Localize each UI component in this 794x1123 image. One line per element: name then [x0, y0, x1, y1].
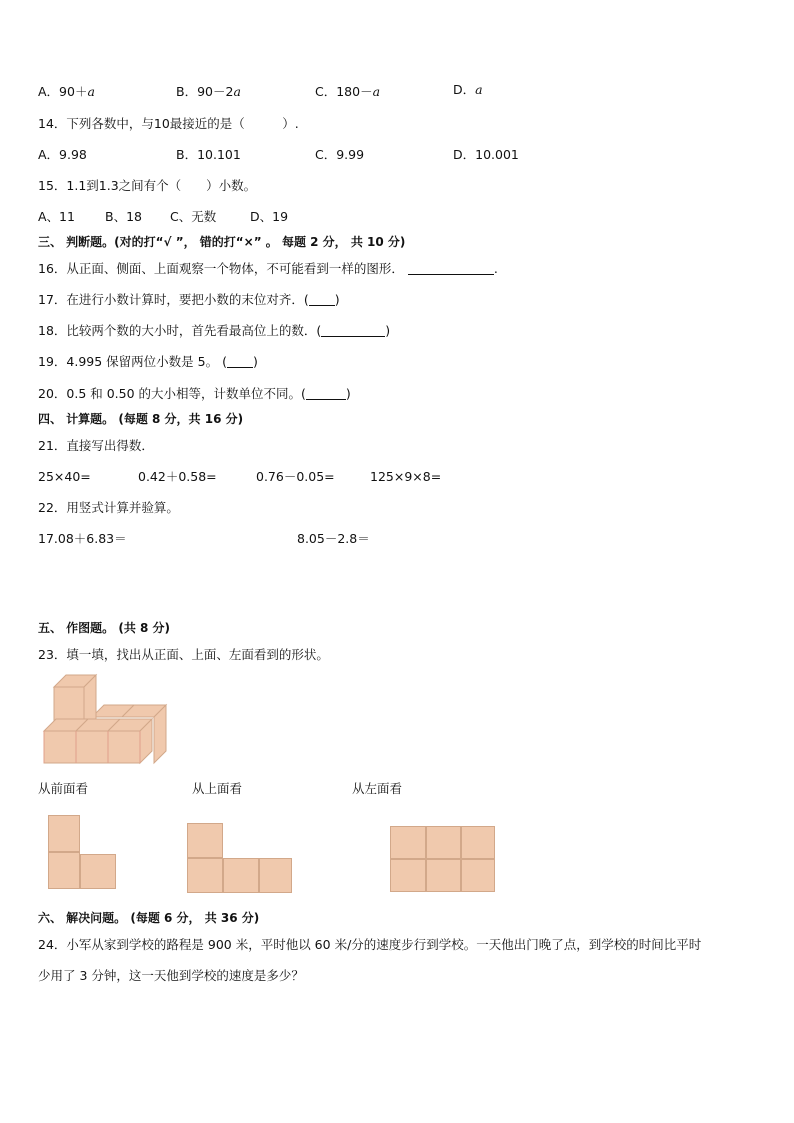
q21-item-3: 0.76－0.05=	[256, 469, 335, 484]
q14-option-c: C．9.99	[315, 147, 365, 162]
question-21: 21．直接写出得数．	[38, 438, 154, 453]
q15-option-d: D、19	[250, 209, 289, 224]
close-paren: )	[385, 323, 391, 338]
option-text: B．90－2	[176, 84, 234, 99]
answer-blank[interactable]	[408, 262, 494, 275]
question-text: 17．在进行小数计算时，要把小数的末位对齐．(	[38, 292, 309, 307]
q21-item-2: 0.42＋0.58=	[138, 469, 217, 484]
q14-option-a: A．9.98	[38, 147, 87, 162]
square-cell	[461, 859, 495, 892]
variable: a	[233, 84, 241, 99]
close-paren: )	[334, 292, 340, 307]
q15-option-a: A、11	[38, 209, 75, 224]
square-cell	[187, 823, 223, 858]
section-3-heading: 三、 判断题。(对的打“√ ”， 错的打“×” 。 每题 2 分， 共 10 分)	[38, 235, 406, 249]
q15-option-b: B、18	[105, 209, 142, 224]
square-cell	[223, 858, 259, 893]
answer-blank[interactable]	[306, 387, 346, 400]
square-cell	[426, 859, 461, 892]
view-label-top: 从上面看	[192, 781, 243, 796]
section-5-heading: 五、 作图题。 (共 8 分)	[38, 621, 171, 635]
view-label-front: 从前面看	[38, 781, 89, 796]
answer-blank[interactable]	[321, 324, 385, 337]
option-text: D．	[453, 82, 476, 97]
question-17	[38, 291, 340, 309]
section-6-heading: 六、 解决问题。 (每题 6 分， 共 36 分)	[38, 911, 260, 925]
square-cell	[461, 826, 495, 859]
question-24-line-2: 少用了 3 分钟，这一天他到学校的速度是多少？	[38, 968, 304, 983]
question-23: 23．填一填，找出从正面、上面、左面看到的形状。	[38, 647, 329, 662]
cube-figure	[40, 673, 180, 773]
question-22: 22．用竖式计算并验算。	[38, 500, 179, 515]
section-4-heading: 四、 计算题。 (每题 8 分，共 16 分)	[38, 412, 244, 426]
option-text: A．90＋	[38, 84, 88, 99]
close-paren: )	[252, 354, 258, 369]
square-cell	[48, 852, 80, 889]
period: .	[493, 261, 498, 276]
square-cell	[390, 859, 426, 892]
square-cell	[80, 854, 116, 889]
question-20	[38, 385, 351, 403]
variable: a	[372, 84, 381, 99]
question-text: 20．0.5 和 0.50 的大小相等，计数单位不同。(	[38, 386, 306, 401]
q13-option-d	[453, 81, 483, 99]
question-15: 15．1.1到1.3之间有个（ ）小数。	[38, 178, 257, 193]
close-paren: )	[345, 386, 351, 401]
q21-item-4: 125×9×8=	[370, 469, 442, 484]
answer-blank[interactable]	[227, 355, 253, 368]
question-16	[38, 260, 498, 278]
q15-option-c: C、无数	[170, 209, 217, 224]
q22-item-1: 17.08＋6.83＝	[38, 531, 127, 546]
square-cell	[187, 858, 223, 893]
q14-option-d: D．10.001	[453, 147, 519, 162]
question-text: 16．从正面、侧面、上面观察一个物体，不可能看到一样的图形．	[38, 261, 404, 276]
question-14: 14．下列各数中，与10最接近的是（ ）.	[38, 116, 299, 131]
question-text: 18．比较两个数的大小时，首先看最高位上的数．(	[38, 323, 322, 338]
question-18	[38, 322, 390, 340]
view-label-left: 从左面看	[352, 781, 403, 796]
q14-option-b: B．10.101	[176, 147, 241, 162]
q13-option-a	[38, 83, 95, 101]
q13-option-c	[315, 83, 380, 101]
question-19	[38, 353, 258, 371]
option-text: C．180－	[315, 84, 373, 99]
square-cell	[259, 858, 292, 893]
variable: a	[87, 84, 95, 99]
square-cell	[48, 815, 80, 852]
square-cell	[426, 826, 461, 859]
q21-item-1: 25×40=	[38, 469, 91, 484]
q13-option-b	[176, 83, 241, 101]
square-cell	[390, 826, 426, 859]
answer-blank[interactable]	[309, 293, 335, 306]
question-text: 19．4.995 保留两位小数是 5。 (	[38, 354, 227, 369]
q22-item-2: 8.05－2.8＝	[297, 531, 370, 546]
question-24-line-1: 24．小军从家到学校的路程是 900 米，平时他以 60 米/分的速度步行到学校。一天他出门晚了点，到学校的时间比平时	[38, 937, 702, 952]
variable: a	[475, 82, 483, 97]
